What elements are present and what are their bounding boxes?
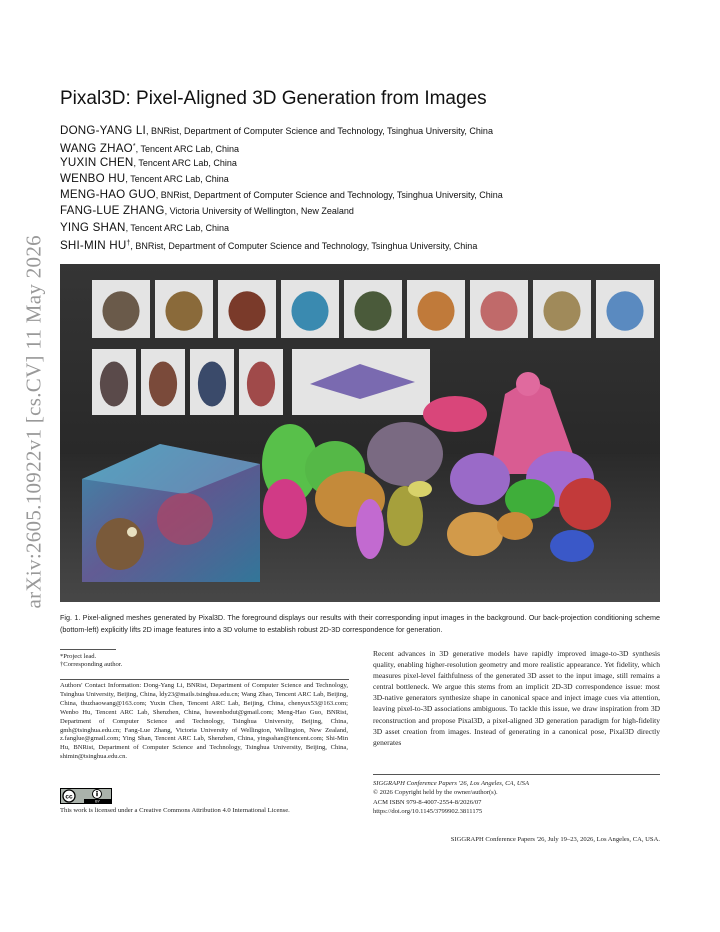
pubinfo-rule [373, 774, 660, 775]
author-name: WENBO HU [60, 172, 126, 186]
publication-info [373, 779, 660, 816]
input-image-content [354, 291, 391, 330]
author-list [60, 123, 680, 252]
copyright: © 2026 Copyright held by the owner/author(s). [373, 789, 498, 797]
contact-rule [60, 679, 349, 680]
by-label: BY [95, 799, 100, 804]
input-image-content [102, 291, 139, 330]
author-affiliation: , Victoria University of Wellington, New Zealand [164, 206, 354, 217]
input-image-content [291, 291, 328, 330]
arxiv-side-label: arXiv:2605.10922v1 [cs.CV] 11 May 2026 [21, 235, 46, 609]
author-name: YUXIN CHEN [60, 156, 134, 170]
input-image-content [149, 362, 177, 407]
input-image-content [165, 291, 202, 330]
input-image-content [198, 362, 226, 407]
author-affiliation: , BNRist, Department of Computer Science and Technology, Tsinghua University, China [130, 240, 478, 251]
author-entry [60, 203, 680, 219]
author-name: WANG ZHAO [60, 142, 133, 156]
author-affiliation: , Tencent ARC Lab, China [125, 222, 229, 233]
author-entry [60, 236, 680, 252]
input-image-content [417, 291, 454, 330]
footnote-corresponding: †Corresponding author. [60, 661, 123, 669]
author-entry [60, 155, 680, 171]
author-entry [60, 187, 680, 203]
author-name: FANG-LUE ZHANG [60, 204, 165, 218]
cc-by-badge[interactable] [60, 788, 112, 804]
author-entry [60, 139, 680, 155]
author-affiliation: , BNRist, Department of Computer Science and Technology, Tsinghua University, China [145, 126, 493, 136]
author-affiliation: , BNRist, Department of Computer Science and Technology, Tsinghua University, China [155, 190, 503, 201]
author-name: MENG-HAO GUO [60, 188, 156, 202]
input-image-content [543, 291, 580, 330]
footnotes [60, 649, 350, 670]
input-image-content [228, 291, 265, 330]
input-image-content [606, 291, 643, 330]
author-entry [60, 220, 680, 236]
author-entry [60, 123, 680, 139]
venue: SIGGRAPH Conference Papers '26, Los Angeles, CA, USA [373, 780, 529, 787]
author-mark: † [126, 239, 131, 247]
author-affiliation: , Tencent ARC Lab, China [135, 144, 240, 155]
input-image-content [480, 291, 517, 330]
footnote-project-lead: *Project lead. [60, 653, 97, 660]
paper-title: Pixal3D: Pixel-Aligned 3D Generation from Images [60, 88, 487, 109]
input-image-content [100, 362, 128, 407]
page-footer: SIGGRAPH Conference Papers '26, July 19–23, 2026, Los Angeles, CA, USA. [450, 836, 660, 843]
author-entry [60, 171, 680, 187]
input-image-content [247, 362, 275, 407]
cc-icon: cc [65, 793, 73, 801]
abstract-text: Recent advances in 3D generative models have rapidly improved image-to-3D synthesis quality, enabling higher-resolution geometry and more realistic appearance. Yet fidelity, which measures pixel-level faithfulness of the generated 3D asset to the input image, still remains a central bottleneck. We argue this stems from an implicit 2D-3D correspondence issue: most 3D-native generators synthesize shape in canonical space and inject image cues via attention, leaving pixel-to-3D associations ambiguous. To tackle this issue, we draw inspiration from 3D reconstruction and propose Pixal3D, a pixel-aligned 3D generation paradigm for high-fidelity 3D asset creation from images. Instead of generating in a canonical pose, Pixal3D directly generates [373, 649, 660, 747]
author-name: DONG-YANG LI [60, 124, 146, 137]
contact-information: Authors' Contact Information: Dong-Yang Li, BNRist, Department of Computer Science and Technology, Tsinghua University, Beijing, China, ldy23@mails.tsinghua.edu.cn; Wang Zhao, Tencent ARC Lab, Beijing, China, thuzhaowang@163.com; Yuxin Chen, Tencent ARC Lab, Beijing, China, chenyux53@163.com; Wenbo Hu, Tencent ARC Lab, Shenzhen, China, huwenbodut@gmail.com; Meng-Hao Guo, BNRist, Department of Computer Science and Technology, Tsinghua University, Beijing, China, gmh@tsinghua.edu.cn; Fang-Lue Zhang, Victoria University of Wellington, Wellington, New Zealand, z.fanglue@gmail.com; Ying Shan, Tencent ARC Lab, Shenzhen, China, yingsshan@tencent.com; Shi-Min Hu, BNRist, Department of Computer Science and Technology, Tsinghua University, Beijing, China, shimin@tsinghua.edu.cn. [60, 682, 348, 761]
author-name: YING SHAN [60, 220, 126, 234]
author-affiliation: , Tencent ARC Lab, China [133, 158, 237, 169]
author-mark: * [132, 143, 136, 151]
author-name: SHI-MIN HU [60, 238, 127, 252]
doi-link[interactable]: https://doi.org/10.1145/3799902.3811175 [373, 807, 483, 815]
attribution-icon [96, 791, 98, 793]
teaser-figure [60, 264, 660, 602]
isbn: ACM ISBN 979-8-4007-2554-8/2026/07 [373, 798, 482, 806]
author-affiliation: , Tencent ARC Lab, China [125, 174, 229, 185]
figure-caption: Fig. 1. Pixel-aligned meshes generated by Pixal3D. The foreground displays our results with their corresponding input images in the background. Our back-projection conditioning scheme (bottom-left) explicitly lifts 2D image features into a 3D volume to establish robust 2D-3D correspondence for generation. [60, 613, 660, 635]
license-text: This work is licensed under a Creative Commons Attribution 4.0 International License. [60, 807, 290, 814]
